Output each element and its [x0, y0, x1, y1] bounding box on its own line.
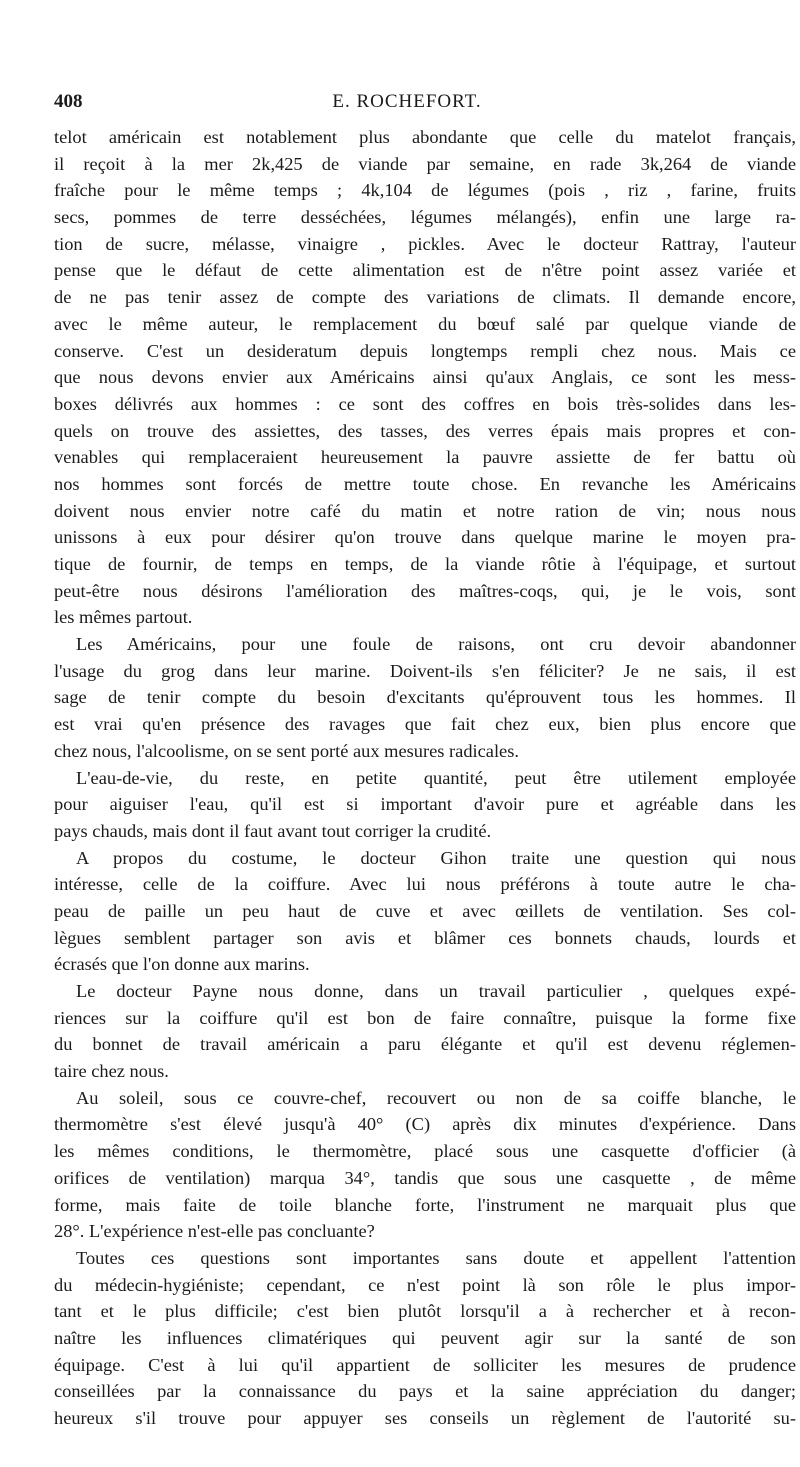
text-line: est vrai qu'en présence des ravages que fait chez eux, bien plus encore que	[54, 714, 796, 735]
text-line: pour aiguiser l'eau, qu'il est si important d'avoir pure et agréable dans les	[54, 794, 796, 815]
body-text	[54, 124, 796, 1432]
text-line: peut-être nous désirons l'amélioration des maîtres-coqs, qui, je le vois, sont	[54, 580, 796, 601]
text-line: riences sur la coiffure qu'il est bon de faire connaître, puisque la forme fixe	[54, 1007, 796, 1028]
text-line: telot américain est notablement plus abondante que celle du matelot français,	[54, 127, 796, 147]
text-line: A propos du costume, le docteur Gihon traite une question qui nous	[76, 847, 796, 868]
text-line: intéresse, celle de la coiffure. Avec lui nous préférons à toute autre le cha-	[54, 874, 796, 895]
text-line: du bonnet de travail américain a paru élégante et qu'il est devenu réglemen-	[54, 1034, 796, 1055]
text-line: du médecin-hygiéniste; cependant, ce n'est point là son rôle le plus impor-	[54, 1274, 796, 1295]
text-line: l'usage du grog dans leur marine. Doivent-ils s'en féliciter? Je ne sais, il est	[54, 660, 796, 681]
text-line: de ne pas tenir assez de compte des variations de climats. Il demande encore,	[54, 287, 796, 308]
text-line: orifices de ventilation) marqua 34°, tandis que sous une casquette , de même	[54, 1167, 796, 1188]
text-line: pense que le défaut de cette alimentation est de n'être point assez variée et	[54, 260, 796, 281]
text-line: 28°. L'expérience n'est-elle pas concluante?	[54, 1221, 375, 1242]
running-title: E. ROCHEFORT.	[332, 91, 482, 112]
text-line: fraîche pour le même temps ; 4k,104 de légumes (pois , riz , farine, fruits	[54, 180, 796, 201]
text-line: venables qui remplaceraient heureusement la pauvre assiette de fer battu où	[54, 447, 796, 468]
text-line: doivent nous envier notre café du matin et notre ration de vin; nous nous	[54, 500, 796, 521]
text-line: unissons à eux pour désirer qu'on trouve dans quelque marine le moyen pra-	[54, 527, 796, 548]
text-line: tant et le plus difficile; c'est bien plutôt lorsqu'il a à rechercher et à recon-	[54, 1301, 796, 1322]
text-line: conseillées par la connaissance du pays et la saine appréciation du danger;	[54, 1381, 796, 1402]
text-line: conserve. C'est un desideratum depuis longtemps rempli chez nous. Mais ce	[54, 340, 796, 361]
page-number: 408	[54, 91, 83, 112]
running-head	[54, 88, 760, 116]
text-line: écrasés que l'on donne aux marins.	[54, 954, 310, 975]
text-line: Toutes ces questions sont importantes sans doute et appellent l'attention	[76, 1247, 796, 1268]
text-line: chez nous, l'alcoolisme, on se sent porté aux mesures radicales.	[54, 740, 519, 761]
text-line: avec le même auteur, le remplacement du bœuf salé par quelque viande de	[54, 313, 796, 334]
text-line: Les Américains, pour une foule de raisons, ont cru devoir abandonner	[76, 634, 796, 655]
text-line: tion de sucre, mélasse, vinaigre , pickles. Avec le docteur Rattray, l'auteur	[54, 233, 796, 254]
text-line: lègues semblent partager son avis et blâmer ces bonnets chauds, lourds et	[54, 927, 796, 948]
text-line: il reçoit à la mer 2k,425 de viande par semaine, en rade 3k,264 de viande	[54, 153, 796, 174]
text-line: forme, mais faite de toile blanche forte, l'instrument ne marquait plus que	[54, 1194, 796, 1215]
text-line: taire chez nous.	[54, 1061, 169, 1082]
text-line: quels on trouve des assiettes, des tasses, des verres épais mais propres et con-	[54, 420, 796, 441]
text-line: pays chauds, mais dont il faut avant tout corriger la crudité.	[54, 820, 492, 841]
text-line: L'eau-de-vie, du reste, en petite quantité, peut être utilement employée	[76, 767, 796, 788]
text-line: que nous devons envier aux Américains ainsi qu'aux Anglais, ce sont les mess-	[54, 367, 796, 388]
text-line: secs, pommes de terre desséchées, légumes mélangés), enfin une large ra-	[54, 207, 796, 228]
text-line: boxes délivrés aux hommes : ce sont des coffres en bois très-solides dans les-	[54, 393, 796, 414]
text-line: les mêmes partout.	[54, 607, 193, 628]
text-line: heureux s'il trouve pour appuyer ses conseils un règlement de l'autorité su-	[54, 1408, 796, 1428]
text-line: les mêmes conditions, le thermomètre, placé sous une casquette d'officier (à	[54, 1141, 796, 1162]
text-line: naître les influences climatériques qui peuvent agir sur la santé de son	[54, 1327, 796, 1348]
text-line: équipage. C'est à lui qu'il appartient de solliciter les mesures de prudence	[54, 1354, 796, 1375]
text-line: Au soleil, sous ce couvre-chef, recouvert ou non de sa coiffe blanche, le	[76, 1087, 796, 1108]
text-line: nos hommes sont forcés de mettre toute chose. En revanche les Américains	[54, 473, 796, 494]
text-line: peau de paille un peu haut de cuve et avec œillets de ventilation. Ses col-	[54, 900, 796, 921]
text-line: thermomètre s'est élevé jusqu'à 40° (C) après dix minutes d'expérience. Dans	[54, 1114, 796, 1135]
text-line: Le docteur Payne nous donne, dans un travail particulier , quelques expé-	[76, 981, 796, 1001]
text-line: tique de fournir, de temps en temps, de la viande rôtie à l'équipage, et surtout	[54, 554, 796, 574]
text-line: sage de tenir compte du besoin d'excitants qu'éprouvent tous les hommes. Il	[54, 687, 796, 708]
